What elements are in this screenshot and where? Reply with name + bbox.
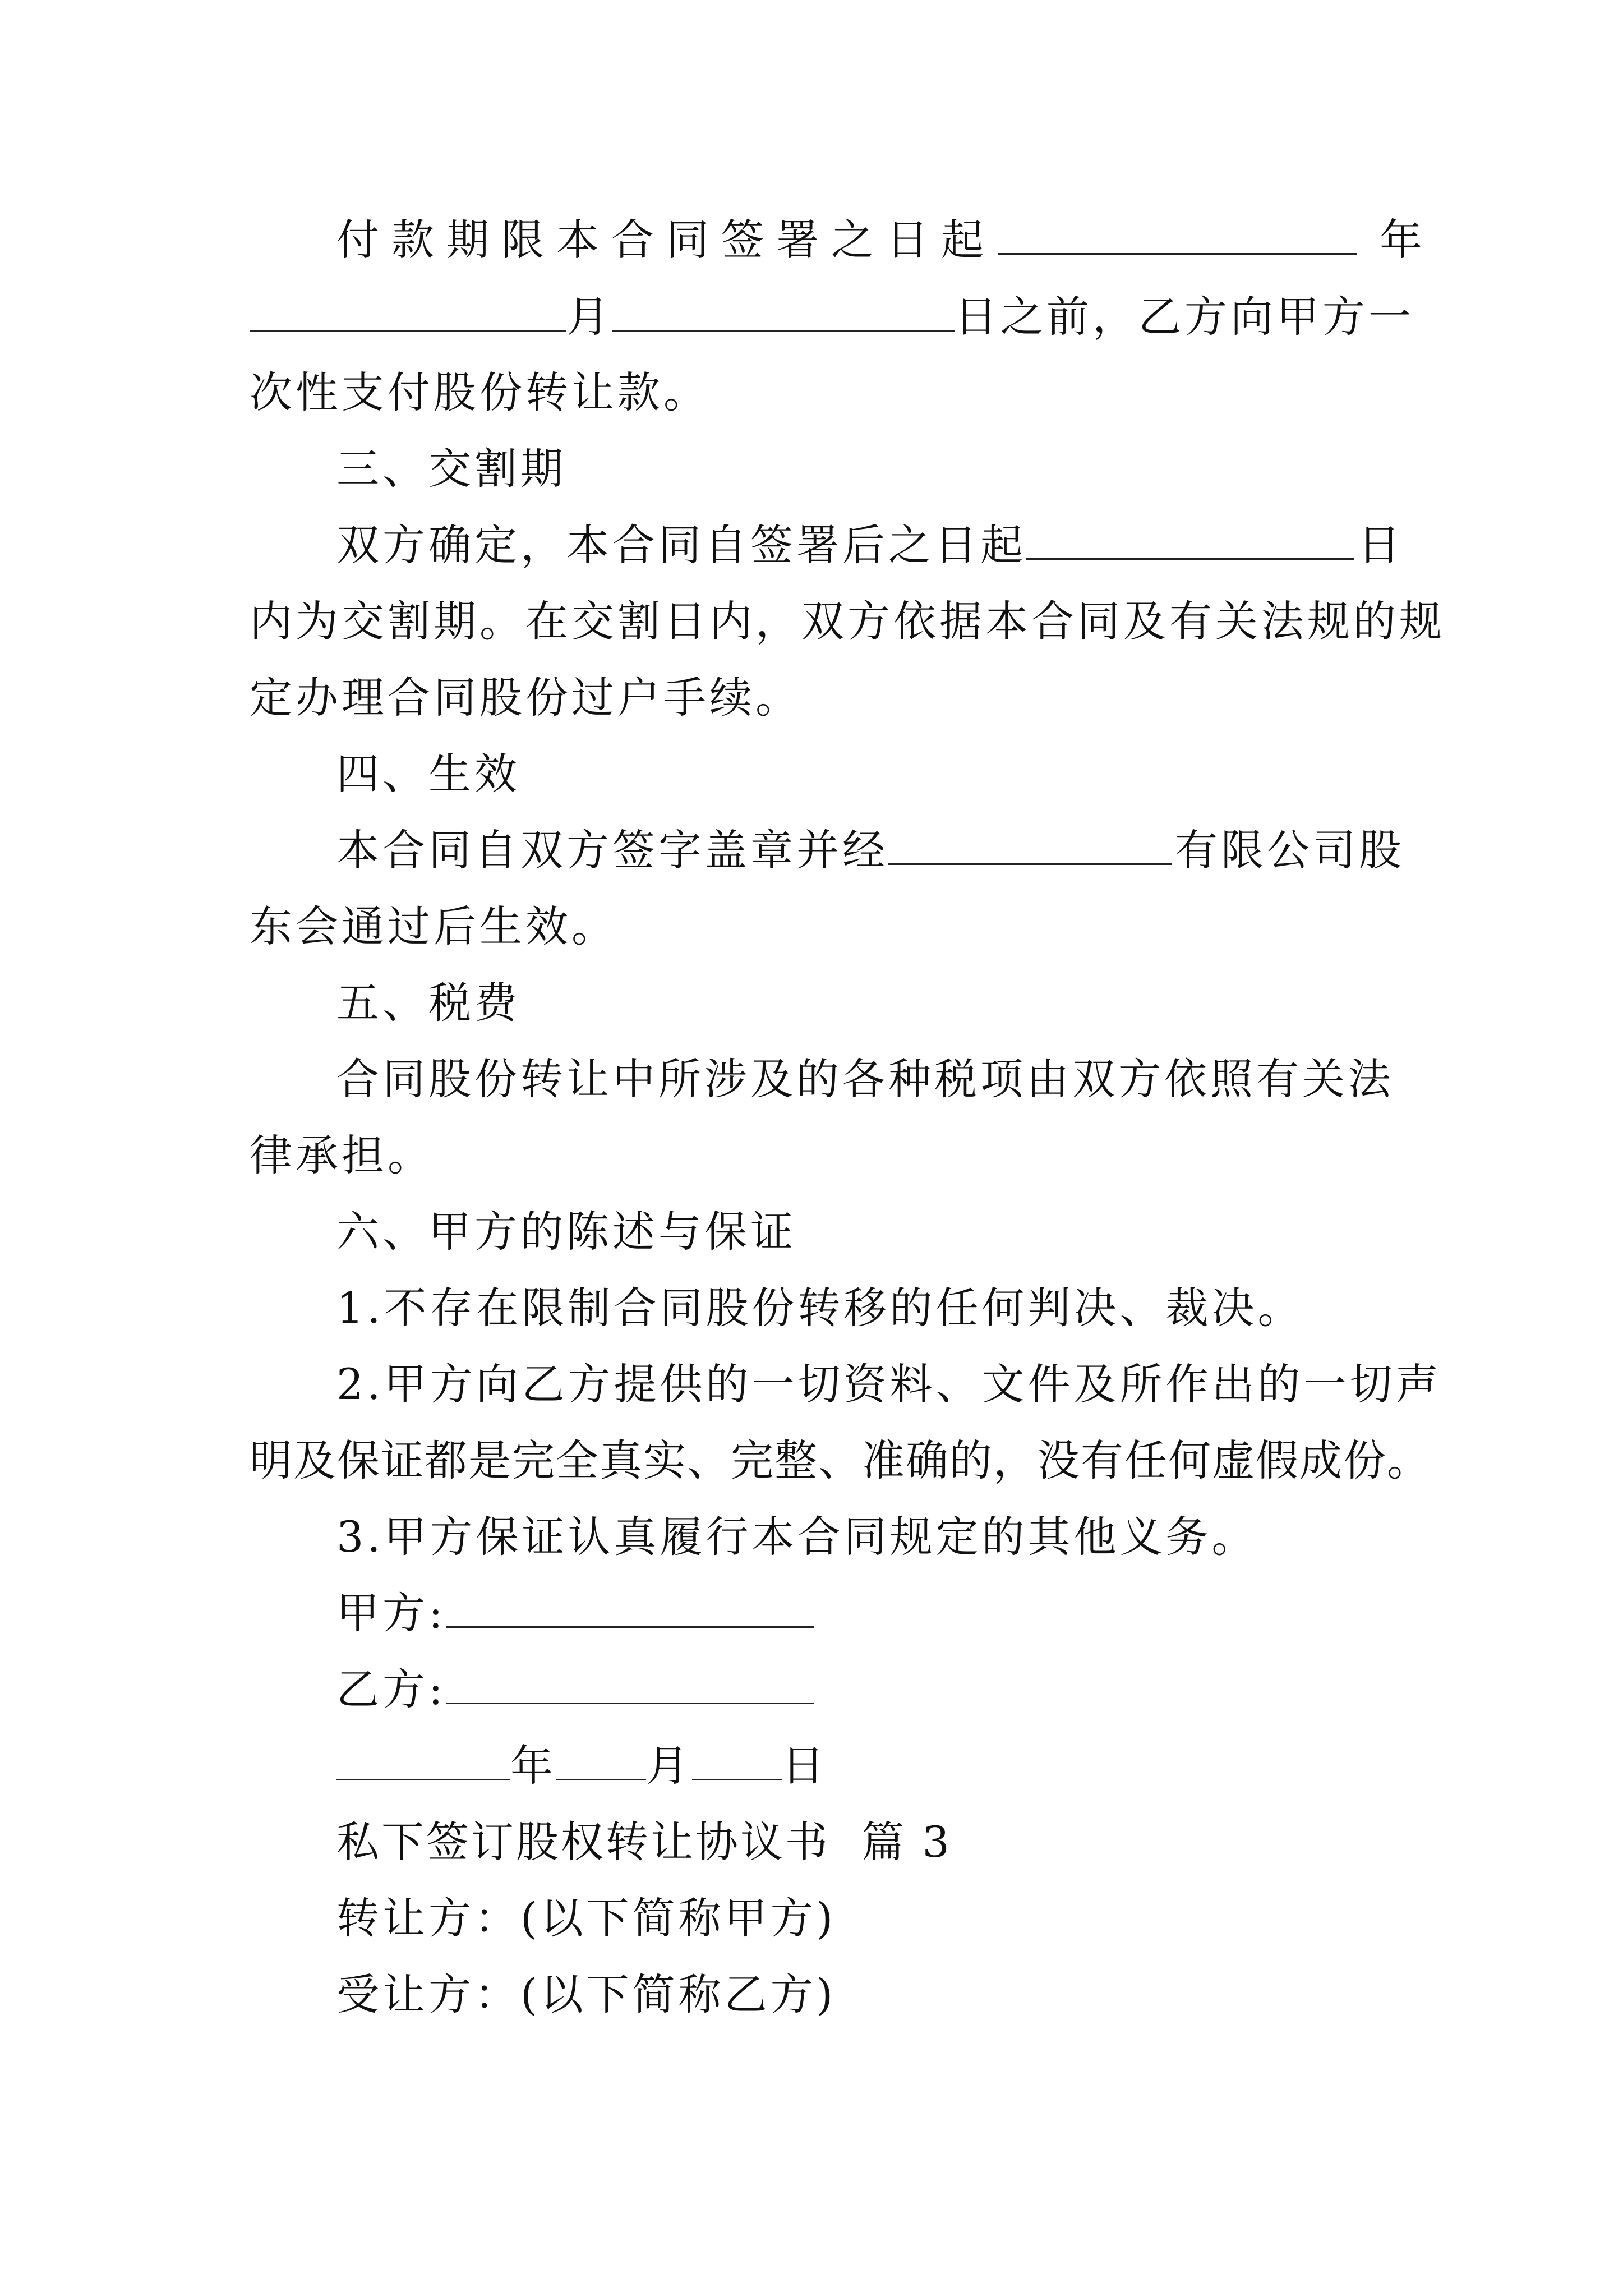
section-4-line-1-end: 有限公司股: [1175, 825, 1405, 875]
date-month-blank: [556, 1744, 646, 1780]
payment-year-blank: [998, 218, 1357, 255]
company-name-blank: [888, 829, 1172, 865]
section-3-line-3: 定办理合同股份过户手续。: [250, 673, 801, 723]
section-5-line-1: 合同股份转让中所涉及的各种税项由双方依照有关法: [336, 1054, 1394, 1104]
next-doc-title: 私下签订股权转让协议书 篇 3: [336, 1817, 952, 1867]
transferor-line: 转让方：(以下简称甲方): [336, 1893, 837, 1943]
payment-month-blank: [250, 295, 566, 332]
section-4-line-2: 东会通过后生效。: [250, 901, 617, 951]
payment-year-label: 年: [1380, 215, 1426, 265]
payment-line-2: [250, 289, 1414, 345]
date-day-blank: [692, 1744, 782, 1780]
section-5-line-2: 律承担。: [250, 1130, 434, 1180]
section-6-item-2-line-2: 明及保证都是完全真实、完整、准确的，没有任何虚假成份。: [250, 1435, 1431, 1485]
payment-line-1-text: 付款期限本合同签署之日起: [336, 215, 996, 265]
section-3-day-label: 日: [1358, 520, 1404, 570]
payment-day-blank: [612, 295, 955, 332]
section-6-item-1: 1.不存在限制合同股份转移的任何判决、裁决。: [336, 1283, 1304, 1333]
section-5-heading: 五、税费: [336, 978, 520, 1028]
party-a-blank: [446, 1591, 814, 1628]
section-3-heading: 三、交割期: [336, 444, 566, 494]
party-a-signature: [336, 1585, 1475, 1641]
payment-line-1: [336, 212, 1426, 268]
payment-month-label: 月: [566, 292, 612, 342]
section-6-item-3: 3.甲方保证认真履行本合同规定的其他义务。: [336, 1512, 1258, 1562]
payment-line-2-text: 日之前，乙方向甲方一: [955, 292, 1414, 342]
transferee-line: 受让方：(以下简称乙方): [336, 1970, 837, 2019]
party-b-label: 乙方:: [336, 1664, 446, 1714]
party-b-signature: [336, 1662, 1475, 1718]
signature-date: [336, 1738, 1475, 1794]
party-b-blank: [446, 1668, 814, 1704]
section-3-line-2: 内为交割期。在交割日内，双方依据本合同及有关法规的规: [250, 596, 1445, 646]
date-day-label: 日: [782, 1741, 828, 1791]
section-6-heading: 六、甲方的陈述与保证: [336, 1207, 796, 1257]
section-4-heading: 四、生效: [336, 749, 520, 799]
party-a-label: 甲方:: [336, 1588, 446, 1638]
date-year-blank: [336, 1744, 510, 1780]
section-4-line-1-text: 本合同自双方签字盖章并经: [336, 825, 888, 875]
payment-line-3: 次性支付股份转让款。: [250, 367, 709, 417]
section-3-line-1: [336, 517, 1404, 573]
section-4-line-1: [336, 822, 1405, 878]
section-6-item-2-line-1: 2.甲方向乙方提供的一切资料、文件及所作出的一切声: [336, 1359, 1442, 1409]
date-month-label: 月: [646, 1741, 692, 1791]
handover-days-blank: [1026, 523, 1354, 560]
date-year-label: 年: [510, 1741, 556, 1791]
section-3-line-1-text: 双方确定，本合同自签署后之日起: [336, 520, 1026, 570]
